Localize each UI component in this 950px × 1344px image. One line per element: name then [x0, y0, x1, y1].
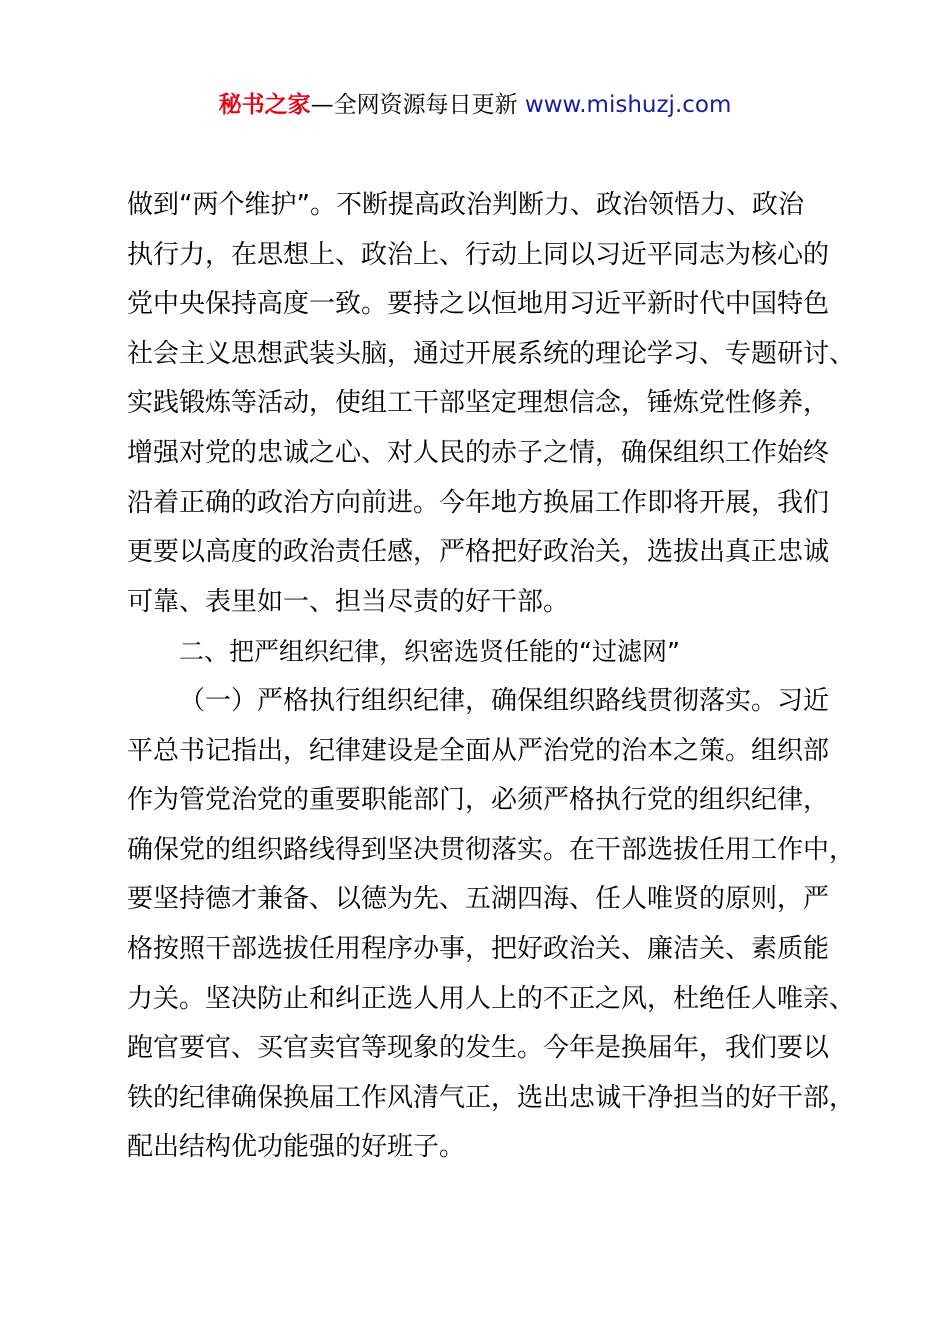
section-heading: 二、把严组织纪律，织密选贤任能的“过滤网” [179, 637, 680, 667]
site-url-link[interactable]: www.mishuzj.com [524, 92, 732, 118]
site-header [0, 88, 950, 122]
header-tagline: —全网资源每日更新 [310, 92, 518, 118]
text-line: 更要以高度的政治责任感，严格把好政治关，选拔出真正忠诚 [127, 537, 830, 568]
text-line: 沿着正确的政治方向前进。今年地方换届工作即将开展，我们 [127, 487, 830, 518]
text-line: 平总书记指出，纪律建设是全面从严治党的治本之策。组织部 [127, 735, 830, 766]
text-line: 跑官要官、买官卖官等现象的发生。今年是换届年，我们要以 [127, 1033, 830, 1064]
brand-name: 秘书之家 [218, 92, 311, 118]
text-line: 执行力，在思想上、政治上、行动上同以习近平同志为核心的 [127, 239, 830, 270]
text-line: 做到“两个维护”。不断提高政治判断力、政治领悟力、政治 [127, 190, 804, 220]
text-line: 可靠、表里如一、担当尽责的好干部。 [127, 586, 570, 617]
text-line: 作为管党治党的重要职能部门，必须严格执行党的组织纪律， [127, 785, 830, 816]
text-line: 社会主义思想武装头脑，通过开展系统的理论学习、专题研讨、 [127, 338, 856, 369]
text-line: 确保党的组织路线得到坚决贯彻落实。在干部选拔任用工作中， [127, 834, 856, 865]
text-line: 党中央保持高度一致。要持之以恒地用习近平新时代中国特色 [127, 289, 830, 320]
text-line: 力关。坚决防止和纠正选人用人上的不正之风，杜绝任人唯亲、 [127, 983, 856, 1014]
document-body [127, 181, 856, 1173]
text-line: 铁的纪律确保换届工作风清气正，选出忠诚干净担当的好干部， [127, 1082, 856, 1113]
text-line: 配出结构优功能强的好班子。 [127, 1132, 466, 1163]
text-line: 增强对党的忠诚之心、对人民的赤子之情，确保组织工作始终 [127, 437, 830, 468]
text-line: 实践锻炼等活动，使组工干部坚定理想信念，锤炼党性修养， [127, 388, 830, 419]
subsection-heading-line: （一）严格执行组织纪律，确保组织路线贯彻落实。习近 [179, 685, 830, 716]
text-line: 要坚持德才兼备、以德为先、五湖四海、任人唯贤的原则，严 [127, 884, 830, 915]
text-line: 格按照干部选拔任用程序办事，把好政治关、廉洁关、素质能 [127, 933, 830, 964]
